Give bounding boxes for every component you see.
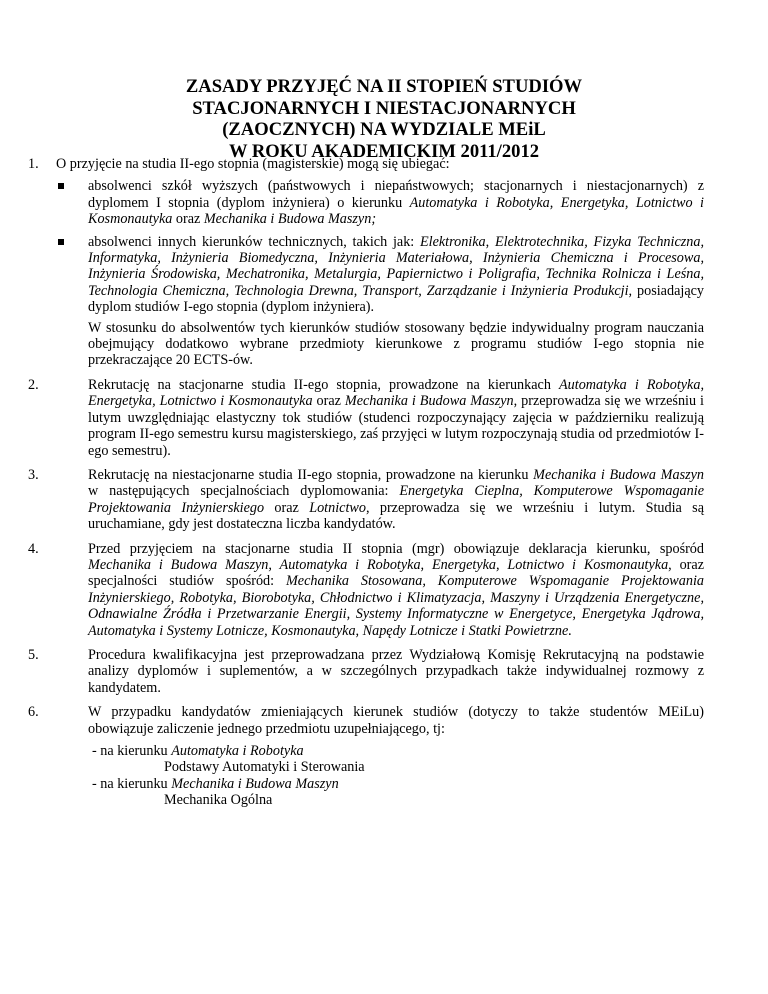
square-bullet-icon (58, 239, 64, 245)
item-number: 4. (28, 540, 39, 557)
item-number: 2. (28, 376, 39, 393)
item-text: Przed przyjęciem na stacjonarne studia II stopnia (mgr) obowiązuje deklaracja kierunku, spośród Mechanika i Budowa Maszyn, Automatyka i Robotyka, Energetyka, Lotnictwo i Kosmonautyka, oraz specjalności studiów spośród: Mechanika Stosowana, Komputerowe Wspomaganie Projektowania Inżynierskiego, Robotyka, Biorobotyka, Chłodnictwo i Klimatyzacja, Maszyny i Urządzenia Energetyczne, Odnawialne Źródła i Przetwarzanie Energii, Systemy Informatyczne w Energetyce, Energetyka Jądrowa, Automatyka i Systemy Lotnicze, Kosmonautyka, Napędy Lotnicze i Statki Powietrzne. (88, 540, 704, 639)
title-line-1: ZASADY PRZYJĘĆ NA II STOPIEŃ STUDIÓW (185, 76, 583, 97)
title-line-4: W ROKU AKADEMICKIM 2011/2012 (228, 140, 540, 162)
supplementary-courses (88, 743, 704, 809)
course-subject: Mechanika Ogólna (164, 792, 273, 809)
item-text: O przyjęcie na studia II-ego stopnia (magisterskie) mogą się ubiegać: (56, 156, 450, 172)
item-number: 5. (28, 646, 39, 663)
page-title (0, 76, 768, 162)
title-line-2: STACJONARNYCH I NIESTACJONARNYCH (192, 97, 576, 119)
item-number: 1. (28, 156, 39, 172)
list-item-1 (28, 156, 704, 369)
item-number: 3. (28, 466, 39, 483)
list-item-3 (28, 467, 704, 533)
course-subject: Podstawy Automatyki i Sterowania (164, 759, 365, 776)
bullet-item-1: absolwenci szkół wyższych (państwowych i niepaństwowych; stacjonarnych i niestacjonarnych) z dyplomem I stopnia (dyplom inżyniera) o kierunku Automatyka i Robotyka, Energetyka, Lotnictwo i Kosmonautyka oraz Mechanika i Budowa Maszyn; (56, 178, 704, 227)
list-item-4 (28, 541, 704, 639)
bullet-item-2: absolwenci innych kierunków technicznych, takich jak: Elektronika, Elektrotechnika, Fizyka Techniczna, Informatyka, Inżynieria Biomedyczna, Inżynieria Materiałowa, Inżynieria Chemiczna i Procesowa, Inżynieria Środowiska, Mechatronika, Metalurgia, Papiernictwo i Poligrafia, Technika Rolnicza i Leśna, Technologia Chemiczna, Technologia Drewna, Transport, Zarządzanie i Inżynieria Produkcji, posiadający dyplom studiów I-ego stopnia (dyplom inżyniera). W stosunku do absolwentów tych kierunków studiów stosowany będzie indywidualny program nauczania obejmujący dodatkowo wybrane przedmioty kierunkowe z programu studiów I-ego stopnia nie przekraczające 20 ECTS-ów. (56, 234, 704, 369)
numbered-list (28, 156, 704, 817)
item-text: W przypadku kandydatów zmieniających kierunek studiów (dotyczy to także studentów MEiLu) obowiązuje zaliczenie jednego przedmiotu uzupełniającego, tj: (88, 704, 704, 737)
square-bullet-icon (58, 183, 64, 189)
title-line-3: (ZAOCZNYCH) NA WYDZIALE MEiL (222, 119, 546, 141)
list-item-2 (28, 377, 704, 459)
list-item-6 (28, 704, 704, 808)
item-number: 6. (28, 704, 39, 721)
course-direction: - na kierunku Automatyka i Robotyka (92, 743, 304, 759)
item-text: Procedura kwalifikacyjna jest przeprowadzana przez Wydziałową Komisję Rekrutacyjną na podstawie analizy dyplomów i suplementów, a w szczególnych przypadkach także indywidualnej rozmowy z kandydatem. (88, 646, 704, 696)
course-direction: - na kierunku Mechanika i Budowa Maszyn (92, 775, 339, 792)
list-item-5 (28, 647, 704, 696)
bullet-note: W stosunku do absolwentów tych kierunków studiów stosowany będzie indywidualny program nauczania obejmujący dodatkowo wybrane przedmioty kierunkowe z programu studiów I-ego stopnia nie przekraczające 20 ECTS-ów. (88, 319, 704, 369)
bullet-list (56, 178, 704, 368)
item-text: Rekrutację na niestacjonarne studia II-ego stopnia, prowadzone na kierunku Mechanika i Budowa Maszyn w następujących specjalnościach dyplomowania: Energetyka Cieplna, Komputerowe Wspomaganie Projektowania Inżynierskiego oraz Lotnictwo, przeprowadza się we wrześniu i lutym. Studia są uruchamiane, gdy jest dostateczna liczba kandydatów. (88, 466, 705, 533)
item-text: Rekrutację na stacjonarne studia II-ego stopnia, prowadzone na kierunkach Automatyka i Robotyka, Energetyka, Lotnictwo i Kosmonautyka oraz Mechanika i Budowa Maszyn, przeprowadza się we wrześniu i lutym uwzględniając elastyczny tok studiów (studenci rozpoczynający zajęcia w październiku realizują program II-ego semestru kursu magisterskiego, zaś przyjęci w lutym rozpoczynają studia od przedmiotów I-ego semestru). (88, 376, 704, 459)
